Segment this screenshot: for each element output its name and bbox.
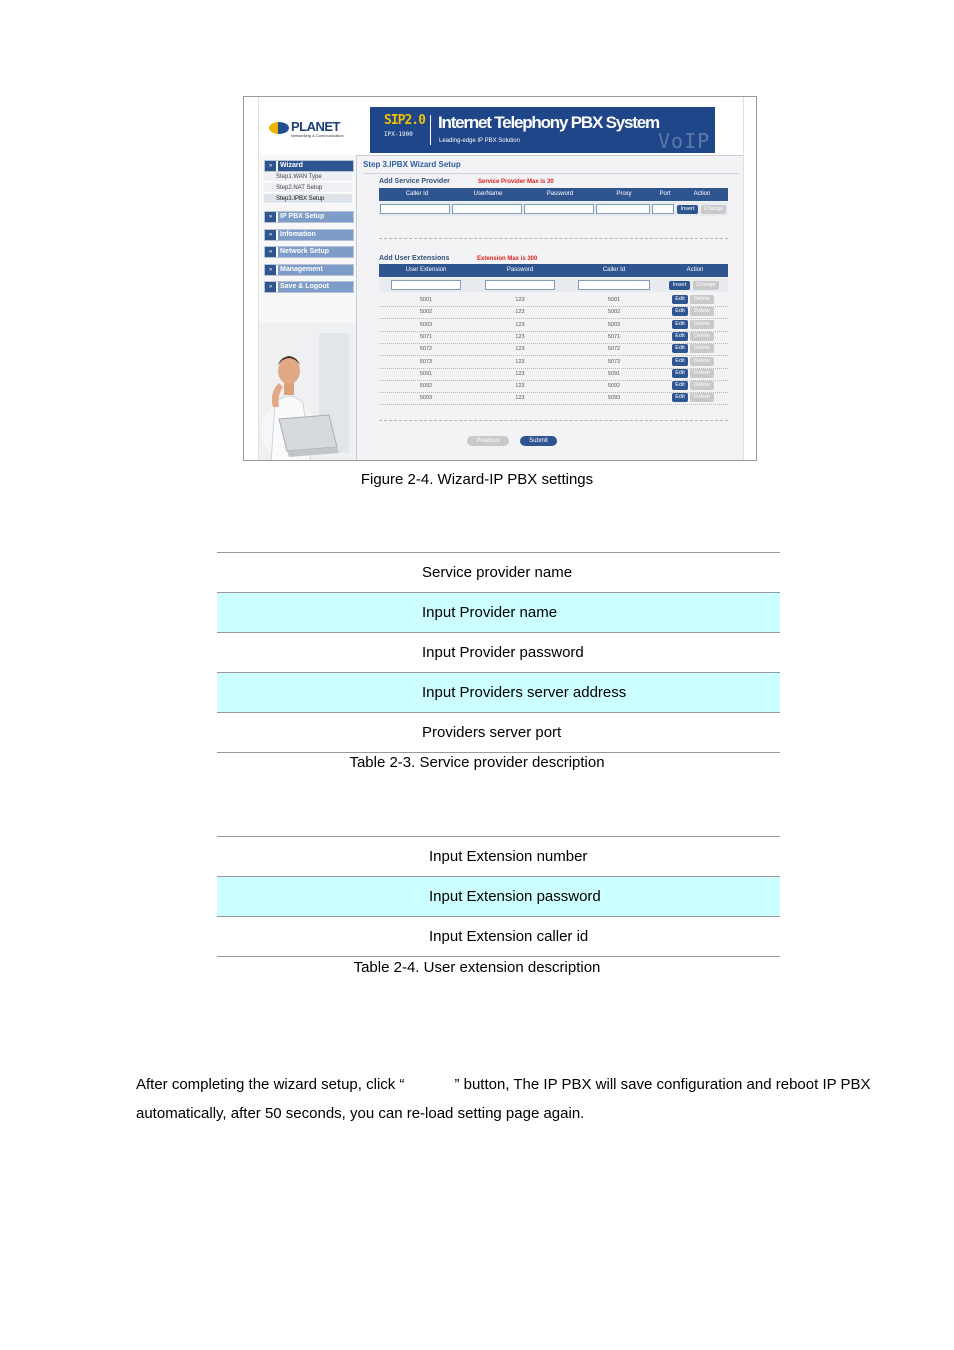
logo-text: PLANET [291, 119, 340, 134]
menu-label: Management [278, 265, 353, 275]
table-cell: Input Extension number [429, 848, 588, 865]
table-row [217, 593, 780, 633]
user-extension-table [217, 836, 780, 957]
extension-table-header [379, 264, 728, 277]
table-cell: Input Provider name [422, 604, 558, 621]
previous-button[interactable]: Previous [467, 436, 509, 446]
sip-version: SIP2.0 [384, 113, 425, 128]
wizard-screenshot [243, 96, 757, 461]
col-password: Password [546, 191, 574, 197]
table-cell: 123 [515, 333, 525, 340]
table-cell: 123 [515, 297, 525, 303]
provider-proxy-input[interactable] [596, 204, 650, 214]
extension-change-button[interactable]: Change [693, 281, 719, 290]
provider-section-title: Add Service Provider [379, 178, 450, 185]
table-cell: 5072 [607, 346, 621, 353]
col-action: Action [686, 267, 704, 273]
wizard-step-nat[interactable]: Step2.NAT Setup [264, 183, 352, 193]
table-cell: Input Extension caller id [429, 928, 589, 945]
edit-button[interactable]: Edit [672, 295, 688, 304]
paragraph-text-end: ” button, The IP PBX will save configuration and reboot IP PBX automatically, after 50 seconds, you can re-load setting page again. [136, 1076, 871, 1122]
extension-insert-button[interactable]: Insert [669, 281, 690, 290]
page-title: Step 3.IPBX Wizard Setup [363, 160, 461, 169]
table-cell: Providers server port [422, 724, 562, 741]
menu-network-setup[interactable] [264, 246, 354, 258]
submit-button[interactable]: Submit [520, 436, 557, 446]
table-row [217, 877, 780, 917]
provider-input-row [379, 202, 728, 216]
menu-label: IP PBX Setup [278, 212, 353, 222]
product-subtitle: Leading-edge IP PBX Solution [439, 138, 520, 144]
table-cell: 5071 [607, 333, 621, 340]
product-title: Internet Telephony PBX System [438, 113, 659, 132]
product-banner [370, 107, 715, 153]
table-cell: 5003 [419, 321, 433, 328]
table4-caption: Table 2-4. User extension description [353, 959, 601, 976]
table-cell: 123 [515, 346, 525, 353]
table-row [217, 917, 780, 957]
table-cell: 5001 [607, 297, 621, 303]
table-cell: 123 [515, 383, 525, 390]
table-row [379, 343, 728, 356]
edit-button[interactable]: Edit [672, 393, 688, 402]
table-row [217, 673, 780, 713]
table-row [379, 294, 728, 307]
figure-caption: Figure 2-4. Wizard-IP PBX settings [360, 471, 594, 488]
paragraph-text-start: After completing the wizard setup, click “ [136, 1076, 405, 1093]
instruction-paragraph [136, 1070, 876, 1128]
planet-logo-mark-icon [269, 122, 289, 134]
table-cell: 5091 [607, 370, 621, 377]
extension-number-input[interactable] [391, 280, 461, 290]
delete-button[interactable]: Delete [690, 357, 714, 366]
table-row [217, 633, 780, 673]
menu-label: Save & Logout [278, 282, 353, 292]
delete-button[interactable]: Delete [690, 393, 714, 402]
edit-button[interactable]: Edit [672, 307, 688, 316]
provider-max-note: Service Provider Max is 30 [478, 179, 554, 185]
table-cell: 123 [515, 395, 525, 402]
provider-table-header [379, 188, 728, 201]
table-row [379, 319, 728, 332]
planet-logo [269, 119, 355, 141]
table-cell: 123 [515, 309, 525, 316]
extension-input-row [379, 278, 728, 292]
table-cell: Service provider name [422, 564, 573, 581]
table-cell: Input Provider password [422, 644, 584, 661]
extension-caller-id-input[interactable] [578, 280, 650, 290]
delete-button[interactable]: Delete [690, 381, 714, 390]
provider-insert-button[interactable]: Insert [677, 205, 698, 214]
table-cell: 5073 [419, 358, 433, 365]
table-row [217, 713, 780, 753]
table-cell: 5072 [419, 346, 433, 353]
provider-username-input[interactable] [452, 204, 522, 214]
table-cell: 5071 [419, 333, 433, 340]
table3-caption: Table 2-3. Service provider description [349, 754, 605, 771]
logo-subtext: Networking & Communication [291, 133, 344, 138]
edit-button[interactable]: Edit [672, 357, 688, 366]
menu-ip-pbx-setup[interactable] [264, 211, 354, 223]
col-username: UserName [473, 191, 503, 197]
arrow-icon: » [265, 212, 276, 222]
delete-button[interactable]: Delete [690, 307, 714, 316]
delete-button[interactable]: Delete [690, 344, 714, 353]
col-user-extension: User Extension [405, 267, 447, 273]
header-banner [259, 97, 743, 156]
model-name: IPX-1900 [384, 131, 413, 138]
table-row [217, 837, 780, 877]
edit-button[interactable]: Edit [672, 320, 688, 329]
menu-label: Infomation [278, 230, 353, 240]
col-caller-id: Caller Id [602, 267, 626, 273]
extension-password-input[interactable] [485, 280, 555, 290]
table-cell: 5093 [419, 395, 433, 402]
table-cell: 5002 [419, 309, 433, 316]
menu-label: Wizard [278, 161, 353, 171]
arrow-icon: » [265, 265, 276, 275]
section-divider [379, 238, 728, 239]
col-action: Action [693, 191, 711, 197]
title-divider [363, 173, 739, 174]
col-port: Port [659, 191, 671, 197]
table-row [379, 331, 728, 344]
table-row [379, 356, 728, 369]
delete-button[interactable]: Delete [690, 332, 714, 341]
provider-port-input[interactable] [652, 204, 674, 214]
provider-caller-id-input[interactable] [380, 204, 450, 214]
table-cell: 5002 [607, 309, 621, 316]
col-password: Password [506, 267, 534, 273]
arrow-icon: » [265, 282, 276, 292]
table-row [379, 306, 728, 319]
delete-button[interactable]: Delete [690, 369, 714, 378]
edit-button[interactable]: Edit [672, 381, 688, 390]
service-provider-table [217, 552, 780, 753]
table-cell: Input Extension password [429, 888, 601, 905]
menu-label: Network Setup [278, 247, 353, 257]
banner-divider [430, 115, 431, 145]
menu-information[interactable] [264, 229, 354, 241]
table-cell: 5001 [419, 297, 433, 303]
table-row [217, 553, 780, 593]
table-row [379, 380, 728, 393]
extension-section-title: Add User Extensions [379, 255, 450, 262]
arrow-icon: » [265, 247, 276, 257]
table-cell: 5091 [419, 370, 433, 377]
table-cell: 123 [515, 370, 525, 377]
arrow-icon: » [265, 161, 276, 171]
col-caller-id: Caller Id [405, 191, 429, 197]
table-cell: 5092 [607, 383, 621, 390]
provider-password-input[interactable] [524, 204, 594, 214]
col-proxy: Proxy [616, 191, 632, 197]
menu-wizard[interactable] [264, 160, 354, 172]
provider-change-button[interactable]: Change [701, 205, 726, 214]
wizard-step-wan[interactable]: Step1.WAN Type [264, 172, 352, 182]
menu-management[interactable] [264, 264, 354, 276]
table-cell: 123 [515, 358, 525, 365]
table-cell: 5073 [607, 358, 621, 365]
voip-watermark: VoIP [658, 129, 711, 153]
businessman-photo [259, 323, 356, 460]
extension-max-note: Extension Max is 300 [477, 256, 538, 262]
arrow-icon: » [265, 230, 276, 240]
edit-button[interactable]: Edit [672, 332, 688, 341]
wizard-step-ipbx[interactable]: Step3.IPBX Setup [264, 194, 352, 204]
menu-save-logout[interactable] [264, 281, 354, 293]
table-cell: 5092 [419, 383, 433, 390]
table-row [379, 392, 728, 405]
delete-button[interactable]: Delete [690, 320, 714, 329]
table-cell: 5093 [607, 395, 621, 402]
table-cell: 5003 [607, 321, 621, 328]
table-row [379, 368, 728, 381]
ipbx-web-ui [258, 97, 744, 460]
sidebar [259, 155, 357, 460]
bottom-divider [379, 420, 728, 421]
edit-button[interactable]: Edit [672, 344, 688, 353]
edit-button[interactable]: Edit [672, 369, 688, 378]
table-cell: Input Providers server address [422, 684, 627, 701]
delete-button[interactable]: Delete [690, 295, 714, 304]
table-cell: 123 [515, 321, 525, 328]
